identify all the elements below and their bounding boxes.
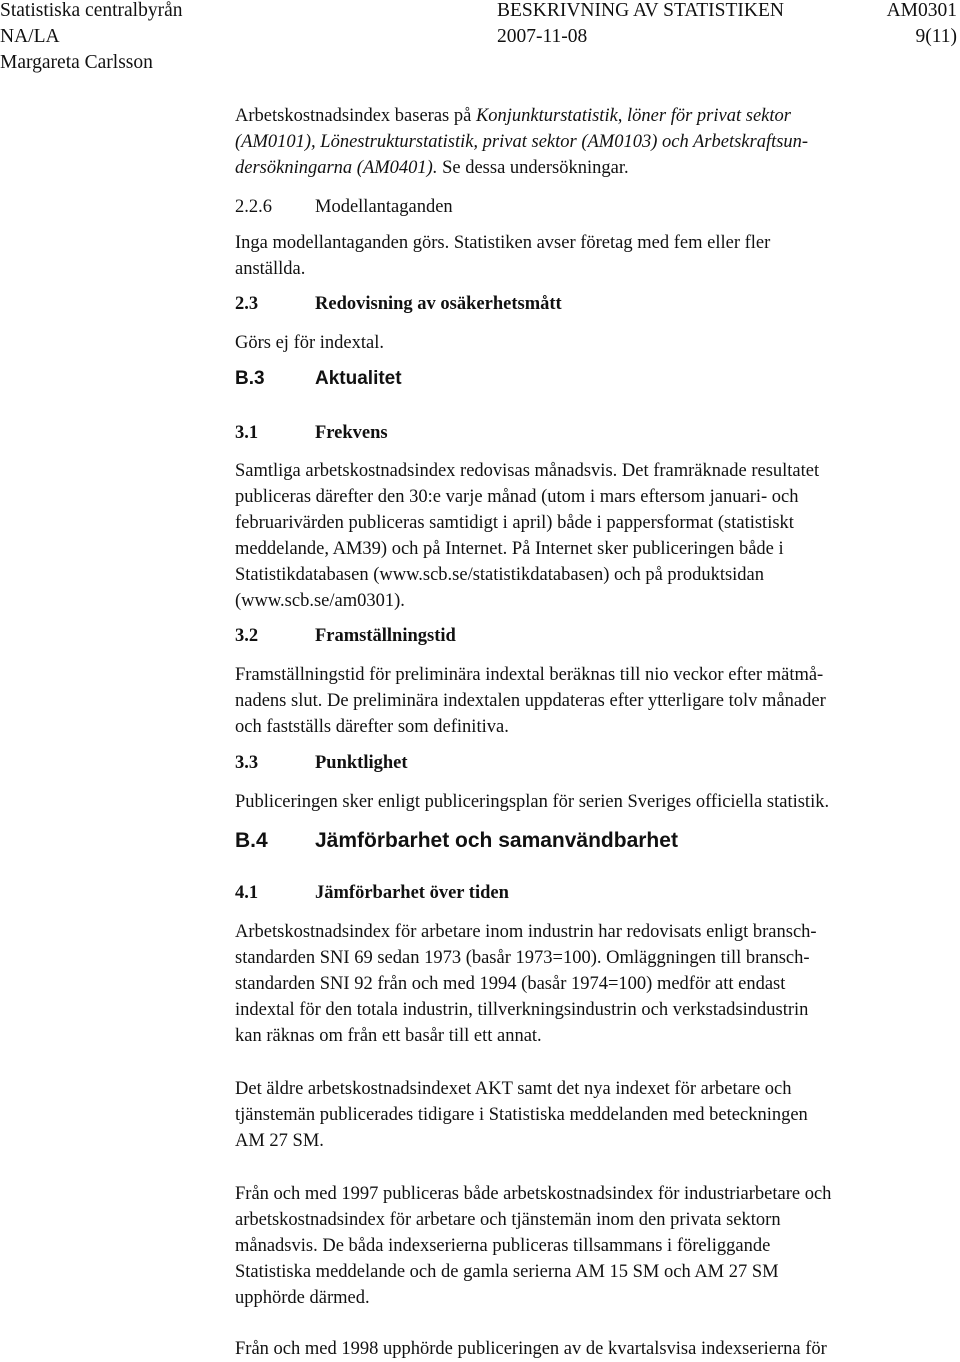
intro-line-2: (AM0101), Lönestrukturstatistik, privat sektor (AM0103) och Arbetskraftsun- [235,132,809,152]
s41-p4-line: Från och med 1998 upphörde publiceringen av de kvartalsvisa indexserierna för [235,1339,827,1359]
s41-p3-line: arbetskostnadsindex för arbetare och tjänstemän inom den privata sektorn [235,1210,781,1230]
s31-line: publiceras därefter den 30:e varje månad (utom i mars eftersom januari- och [235,487,799,507]
s41-p1-line: standarden SNI 92 från och med 1994 (basår 1974=100) medför att endast [235,974,786,994]
s33-line: Publiceringen sker enligt publiceringsplan för serien Sveriges officiella statistik. [235,792,830,812]
s32-line: och fastställs därefter som definitiva. [235,717,509,737]
header-date: 2007-11-08 [497,26,588,47]
s41-p3-line: Från och med 1997 publiceras både arbetskostnadsindex för industriarbetare och [235,1184,832,1204]
s41-p1-line: kan räknas om från ett basår till ett annat. [235,1026,542,1046]
s41-p1-line: indextal för den totala industrin, tillverkningsindustrin och verkstadsindustrin [235,1000,809,1020]
s31-line: (www.scb.se/am0301). [235,591,405,611]
s31-line: Samtliga arbetskostnadsindex redovisas månadsvis. Det framräknade resultatet [235,461,820,481]
s41-p3-line: Statistiska meddelande och de gamla serierna AM 15 SM och AM 27 SM [235,1262,779,1282]
s41-p2-line: tjänstemän publicerades tidigare i Statistiska meddelanden med beteckningen [235,1105,808,1125]
s23-line: Görs ej för indextal. [235,333,384,353]
header-dept: NA/LA [0,26,60,47]
header-org: Statistiska centralbyrån [0,0,183,21]
s226-line: Inga modellantaganden görs. Statistiken avser företag med fem eller fler [235,233,771,253]
s31-line: Statistikdatabasen (www.scb.se/statistikdatabasen) och på produktsidan [235,565,765,585]
s31-line: meddelande, AM39) och på Internet. På Internet sker publiceringen både i [235,539,784,559]
s226-line: anställda. [235,259,306,279]
header-page-number: 9(11) [915,26,957,47]
heading-2-2-6: 2.2.6 Modellantaganden [235,197,453,217]
s41-p2-line: AM 27 SM. [235,1131,324,1151]
header-code: AM0301 [886,0,957,21]
header-author: Margareta Carlsson [0,52,153,73]
header-doc-type: BESKRIVNING AV STATISTIKEN [497,0,784,21]
s32-line: nadens slut. De preliminära indextalen uppdateras efter ytterligare tolv månader [235,691,826,711]
s41-p1-line: standarden SNI 69 sedan 1973 (basår 1973=100). Omläggningen till bransch- [235,948,810,968]
s41-p1-line: Arbetskostnadsindex för arbetare inom industrin har redovisats enligt bransch- [235,922,817,942]
s41-p2-line: Det äldre arbetskostnadsindexet AKT samt det nya indexet för arbetare och [235,1079,792,1099]
s31-line: februarivärden publiceras samtidigt i april) både i pappersformat (statistiskt [235,513,794,533]
intro-line-1: Arbetskostnadsindex baseras på Konjunkturstatistik, löner för privat sektor [235,106,791,126]
intro-line-3: dersökningarna (AM0401). Se dessa undersökningar. [235,158,629,178]
s32-line: Framställningstid för preliminära indextal beräknas till nio veckor efter mätmå- [235,665,824,685]
s41-p3-line: upphörde därmed. [235,1288,370,1308]
s41-p3-line: månadsvis. De båda indexserierna publiceras tillsammans i föreliggande [235,1236,771,1256]
